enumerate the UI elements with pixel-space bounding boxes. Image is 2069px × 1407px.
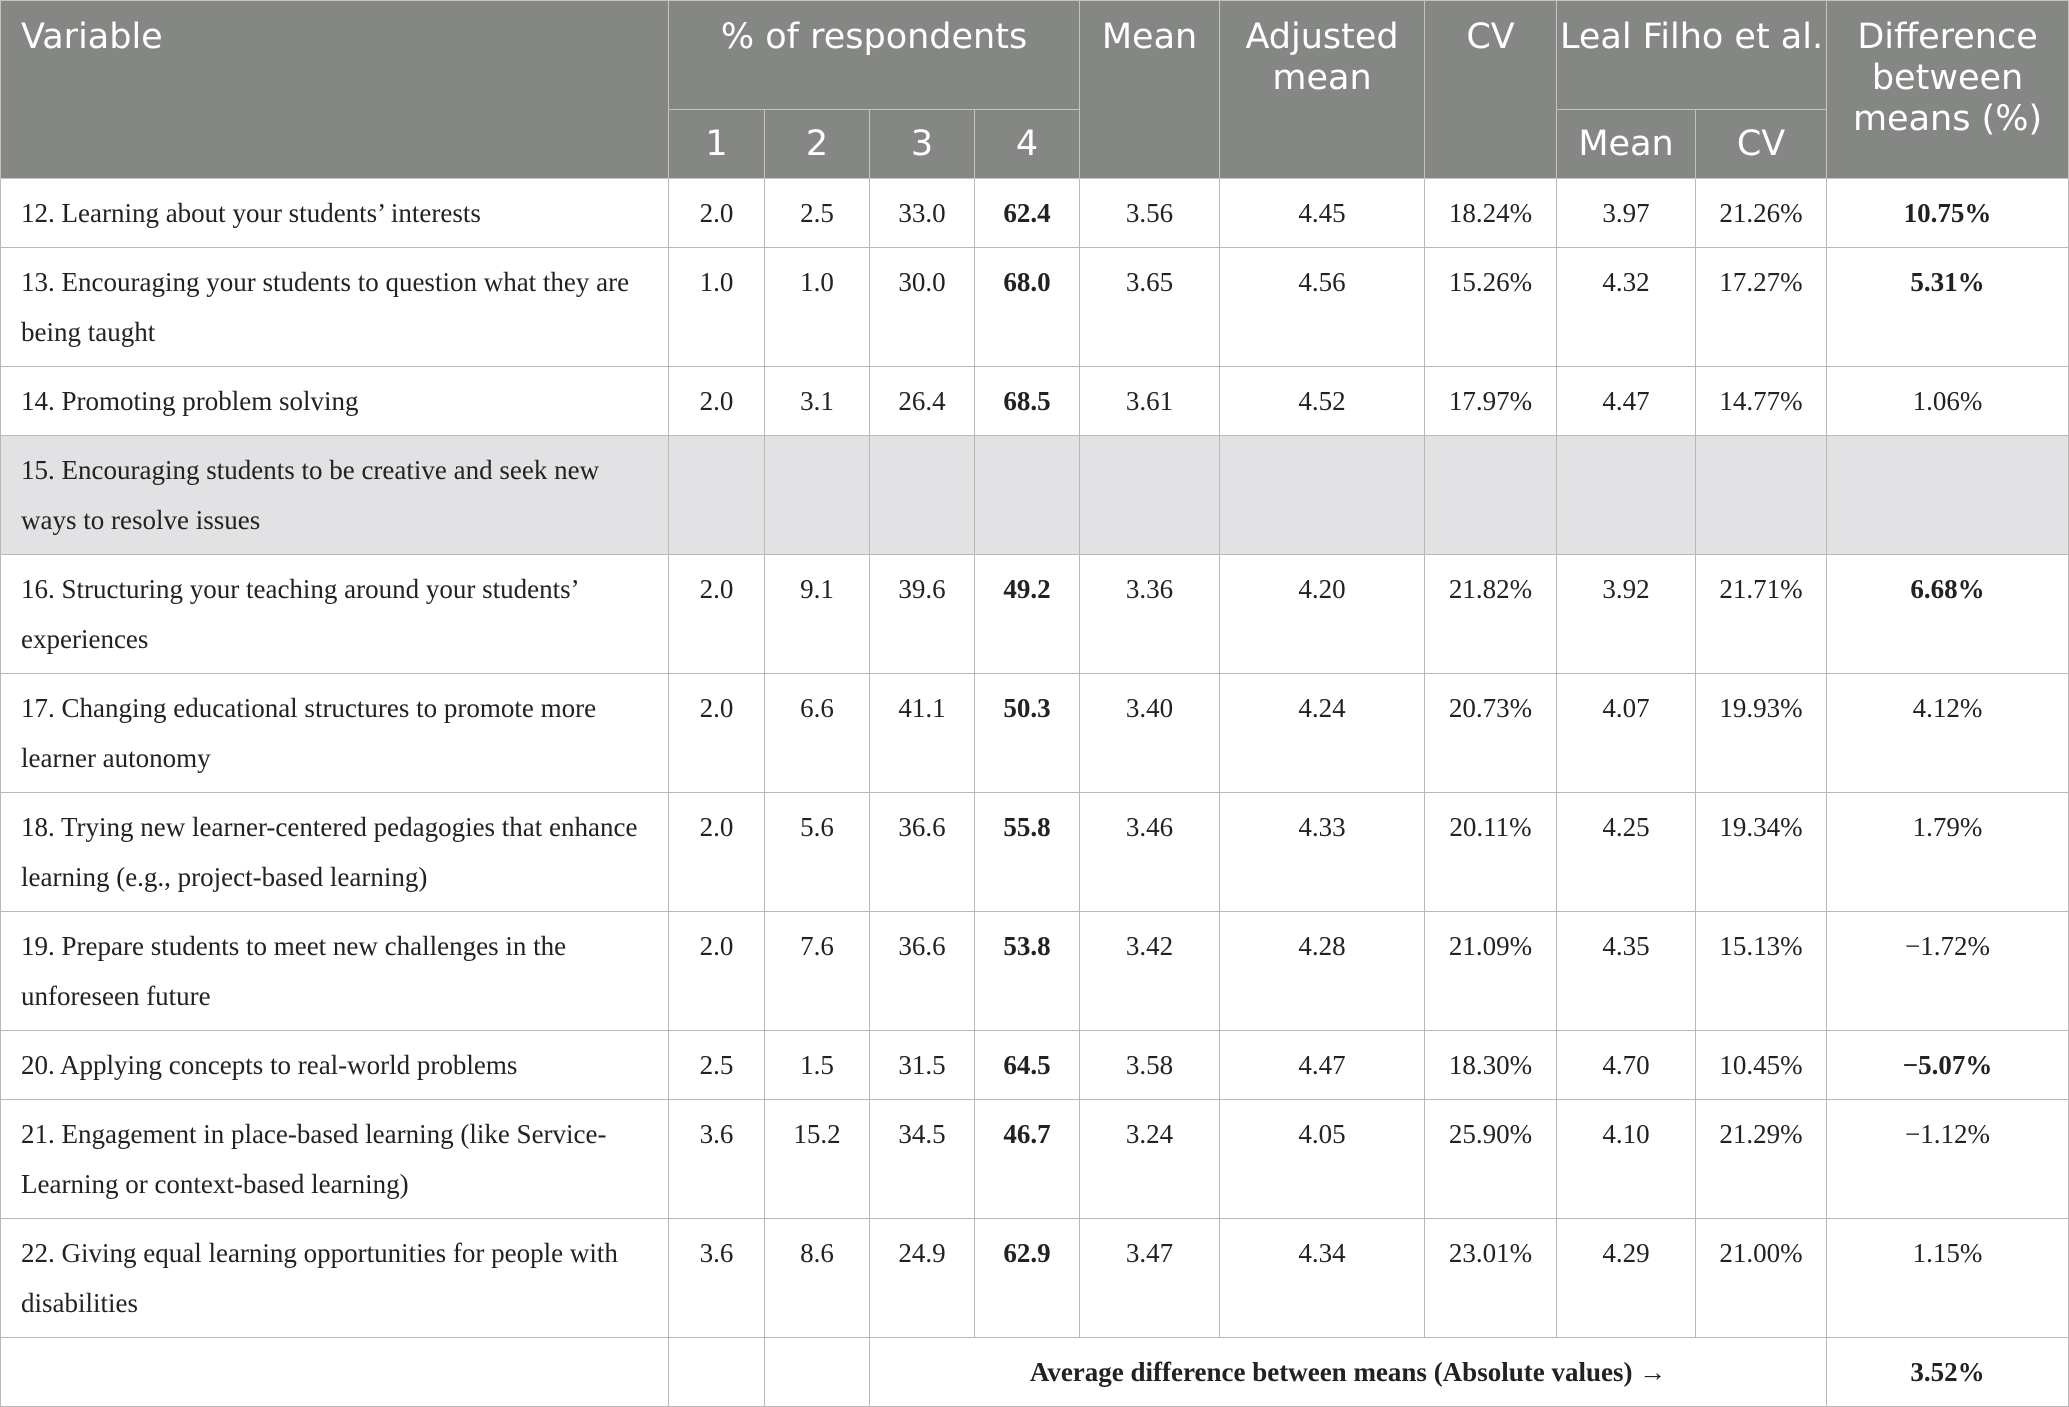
cell-leal-cv: 21.00% bbox=[1696, 1219, 1827, 1338]
cell-mean: 3.61 bbox=[1080, 367, 1220, 436]
cell-difference: 4.12% bbox=[1827, 674, 2069, 793]
table-row bbox=[1, 436, 2069, 555]
cell-leal-cv bbox=[1696, 436, 1827, 555]
cell-mean: 3.56 bbox=[1080, 179, 1220, 248]
cell-mean: 3.46 bbox=[1080, 793, 1220, 912]
cell-leal-mean: 4.70 bbox=[1557, 1031, 1696, 1100]
cell-pct-1: 2.0 bbox=[669, 367, 765, 436]
cell-difference: −1.12% bbox=[1827, 1100, 2069, 1219]
cell-mean: 3.47 bbox=[1080, 1219, 1220, 1338]
cell-pct-3: 34.5 bbox=[870, 1100, 975, 1219]
cell-cv: 20.73% bbox=[1425, 674, 1557, 793]
header-pct-4: 4 bbox=[975, 110, 1080, 179]
cell-difference: 10.75% bbox=[1827, 179, 2069, 248]
cell-mean: 3.42 bbox=[1080, 912, 1220, 1031]
cell-pct-3: 36.6 bbox=[870, 912, 975, 1031]
cell-mean: 3.58 bbox=[1080, 1031, 1220, 1100]
cell-pct-4: 64.5 bbox=[975, 1031, 1080, 1100]
cell-leal-cv: 21.71% bbox=[1696, 555, 1827, 674]
cell-pct-4 bbox=[975, 436, 1080, 555]
cell-pct-4: 50.3 bbox=[975, 674, 1080, 793]
cell-pct-3: 33.0 bbox=[870, 179, 975, 248]
cell-difference: 1.15% bbox=[1827, 1219, 2069, 1338]
cell-pct-3 bbox=[870, 436, 975, 555]
table-row bbox=[1, 912, 2069, 1031]
cell-mean: 3.40 bbox=[1080, 674, 1220, 793]
header-mean: Mean bbox=[1080, 1, 1220, 179]
cell-adjusted-mean: 4.28 bbox=[1220, 912, 1425, 1031]
cell-pct-1: 2.0 bbox=[669, 912, 765, 1031]
cell-leal-cv: 17.27% bbox=[1696, 248, 1827, 367]
cell-leal-mean: 4.35 bbox=[1557, 912, 1696, 1031]
cell-leal-cv: 14.77% bbox=[1696, 367, 1827, 436]
cell-empty bbox=[669, 1338, 765, 1407]
header-leal-cv: CV bbox=[1696, 110, 1827, 179]
cell-cv: 23.01% bbox=[1425, 1219, 1557, 1338]
cell-pct-4: 62.9 bbox=[975, 1219, 1080, 1338]
cell-adjusted-mean: 4.34 bbox=[1220, 1219, 1425, 1338]
cell-empty bbox=[765, 1338, 870, 1407]
header-difference: Difference between means (%) bbox=[1827, 1, 2069, 179]
cell-difference bbox=[1827, 436, 2069, 555]
header-variable: Variable bbox=[1, 1, 669, 179]
cell-cv: 18.24% bbox=[1425, 179, 1557, 248]
cell-difference: 5.31% bbox=[1827, 248, 2069, 367]
header-adjusted-mean: Adjusted mean bbox=[1220, 1, 1425, 179]
cell-difference: 6.68% bbox=[1827, 555, 2069, 674]
cell-leal-mean: 3.92 bbox=[1557, 555, 1696, 674]
cell-pct-1: 3.6 bbox=[669, 1219, 765, 1338]
cell-cv: 20.11% bbox=[1425, 793, 1557, 912]
cell-mean bbox=[1080, 436, 1220, 555]
cell-pct-2: 5.6 bbox=[765, 793, 870, 912]
cell-cv: 25.90% bbox=[1425, 1100, 1557, 1219]
cell-empty bbox=[1, 1338, 669, 1407]
cell-leal-mean: 4.32 bbox=[1557, 248, 1696, 367]
cell-cv: 17.97% bbox=[1425, 367, 1557, 436]
table-row bbox=[1, 248, 2069, 367]
cell-leal-mean: 4.10 bbox=[1557, 1100, 1696, 1219]
cell-cv: 21.82% bbox=[1425, 555, 1557, 674]
cell-pct-4: 46.7 bbox=[975, 1100, 1080, 1219]
cell-variable: 22. Giving equal learning opportunities for people with disabilities bbox=[1, 1219, 669, 1338]
cell-cv: 15.26% bbox=[1425, 248, 1557, 367]
cell-pct-1: 2.0 bbox=[669, 179, 765, 248]
cell-leal-mean: 3.97 bbox=[1557, 179, 1696, 248]
average-row bbox=[1, 1338, 2069, 1407]
cell-cv: 21.09% bbox=[1425, 912, 1557, 1031]
cell-pct-3: 36.6 bbox=[870, 793, 975, 912]
cell-pct-4: 49.2 bbox=[975, 555, 1080, 674]
cell-pct-4: 53.8 bbox=[975, 912, 1080, 1031]
header-pct-respondents: % of respondents bbox=[669, 1, 1080, 110]
cell-variable: 16. Structuring your teaching around your students’ experiences bbox=[1, 555, 669, 674]
cell-difference: −5.07% bbox=[1827, 1031, 2069, 1100]
cell-pct-2: 7.6 bbox=[765, 912, 870, 1031]
header-leal-filho: Leal Filho et al. bbox=[1557, 1, 1827, 110]
cell-pct-2: 6.6 bbox=[765, 674, 870, 793]
cell-adjusted-mean: 4.47 bbox=[1220, 1031, 1425, 1100]
cell-leal-mean: 4.47 bbox=[1557, 367, 1696, 436]
cell-leal-cv: 21.29% bbox=[1696, 1100, 1827, 1219]
cell-cv: 18.30% bbox=[1425, 1031, 1557, 1100]
cell-pct-1 bbox=[669, 436, 765, 555]
cell-variable: 20. Applying concepts to real-world problems bbox=[1, 1031, 669, 1100]
table-row bbox=[1, 674, 2069, 793]
cell-leal-cv: 21.26% bbox=[1696, 179, 1827, 248]
cell-pct-1: 2.0 bbox=[669, 674, 765, 793]
cell-adjusted-mean bbox=[1220, 436, 1425, 555]
cell-pct-2: 3.1 bbox=[765, 367, 870, 436]
cell-pct-1: 1.0 bbox=[669, 248, 765, 367]
cell-difference: 1.06% bbox=[1827, 367, 2069, 436]
cell-pct-3: 26.4 bbox=[870, 367, 975, 436]
cell-pct-3: 31.5 bbox=[870, 1031, 975, 1100]
cell-pct-2 bbox=[765, 436, 870, 555]
cell-adjusted-mean: 4.24 bbox=[1220, 674, 1425, 793]
cell-pct-2: 15.2 bbox=[765, 1100, 870, 1219]
cell-pct-4: 55.8 bbox=[975, 793, 1080, 912]
cell-pct-2: 1.5 bbox=[765, 1031, 870, 1100]
cell-adjusted-mean: 4.20 bbox=[1220, 555, 1425, 674]
cell-mean: 3.65 bbox=[1080, 248, 1220, 367]
cell-variable: 17. Changing educational structures to promote more learner autonomy bbox=[1, 674, 669, 793]
header-cv: CV bbox=[1425, 1, 1557, 179]
cell-leal-cv: 19.34% bbox=[1696, 793, 1827, 912]
cell-cv bbox=[1425, 436, 1557, 555]
cell-variable: 12. Learning about your students’ interests bbox=[1, 179, 669, 248]
cell-adjusted-mean: 4.33 bbox=[1220, 793, 1425, 912]
cell-adjusted-mean: 4.56 bbox=[1220, 248, 1425, 367]
cell-leal-cv: 19.93% bbox=[1696, 674, 1827, 793]
table-row bbox=[1, 367, 2069, 436]
cell-pct-3: 24.9 bbox=[870, 1219, 975, 1338]
cell-pct-3: 39.6 bbox=[870, 555, 975, 674]
cell-pct-4: 68.0 bbox=[975, 248, 1080, 367]
cell-variable: 15. Encouraging students to be creative and seek new ways to resolve issues bbox=[1, 436, 669, 555]
cell-adjusted-mean: 4.05 bbox=[1220, 1100, 1425, 1219]
cell-adjusted-mean: 4.45 bbox=[1220, 179, 1425, 248]
table-row bbox=[1, 1100, 2069, 1219]
header-pct-2: 2 bbox=[765, 110, 870, 179]
cell-pct-4: 62.4 bbox=[975, 179, 1080, 248]
table-row bbox=[1, 1031, 2069, 1100]
cell-variable: 19. Prepare students to meet new challenges in the unforeseen future bbox=[1, 912, 669, 1031]
cell-pct-2: 1.0 bbox=[765, 248, 870, 367]
cell-variable: 21. Engagement in place-based learning (like Service-Learning or context-based learning) bbox=[1, 1100, 669, 1219]
header-pct-1: 1 bbox=[669, 110, 765, 179]
average-value: 3.52% bbox=[1827, 1338, 2069, 1407]
cell-pct-1: 3.6 bbox=[669, 1100, 765, 1219]
cell-adjusted-mean: 4.52 bbox=[1220, 367, 1425, 436]
cell-pct-4: 68.5 bbox=[975, 367, 1080, 436]
cell-leal-cv: 15.13% bbox=[1696, 912, 1827, 1031]
cell-mean: 3.24 bbox=[1080, 1100, 1220, 1219]
cell-pct-2: 8.6 bbox=[765, 1219, 870, 1338]
table-row bbox=[1, 793, 2069, 912]
cell-pct-2: 2.5 bbox=[765, 179, 870, 248]
cell-pct-3: 30.0 bbox=[870, 248, 975, 367]
cell-pct-1: 2.0 bbox=[669, 793, 765, 912]
cell-pct-3: 41.1 bbox=[870, 674, 975, 793]
cell-variable: 13. Encouraging your students to question what they are being taught bbox=[1, 248, 669, 367]
cell-pct-1: 2.0 bbox=[669, 555, 765, 674]
cell-leal-cv: 10.45% bbox=[1696, 1031, 1827, 1100]
table-row bbox=[1, 1219, 2069, 1338]
cell-leal-mean bbox=[1557, 436, 1696, 555]
cell-pct-2: 9.1 bbox=[765, 555, 870, 674]
cell-pct-1: 2.5 bbox=[669, 1031, 765, 1100]
header-leal-mean: Mean bbox=[1557, 110, 1696, 179]
cell-difference: 1.79% bbox=[1827, 793, 2069, 912]
cell-variable: 14. Promoting problem solving bbox=[1, 367, 669, 436]
cell-difference: −1.72% bbox=[1827, 912, 2069, 1031]
header-pct-3: 3 bbox=[870, 110, 975, 179]
cell-leal-mean: 4.07 bbox=[1557, 674, 1696, 793]
average-label: Average difference between means (Absolute values) → bbox=[870, 1338, 1827, 1407]
table-row bbox=[1, 555, 2069, 674]
cell-leal-mean: 4.25 bbox=[1557, 793, 1696, 912]
cell-variable: 18. Trying new learner-centered pedagogies that enhance learning (e.g., project-based learning) bbox=[1, 793, 669, 912]
cell-mean: 3.36 bbox=[1080, 555, 1220, 674]
cell-leal-mean: 4.29 bbox=[1557, 1219, 1696, 1338]
table-row bbox=[1, 179, 2069, 248]
